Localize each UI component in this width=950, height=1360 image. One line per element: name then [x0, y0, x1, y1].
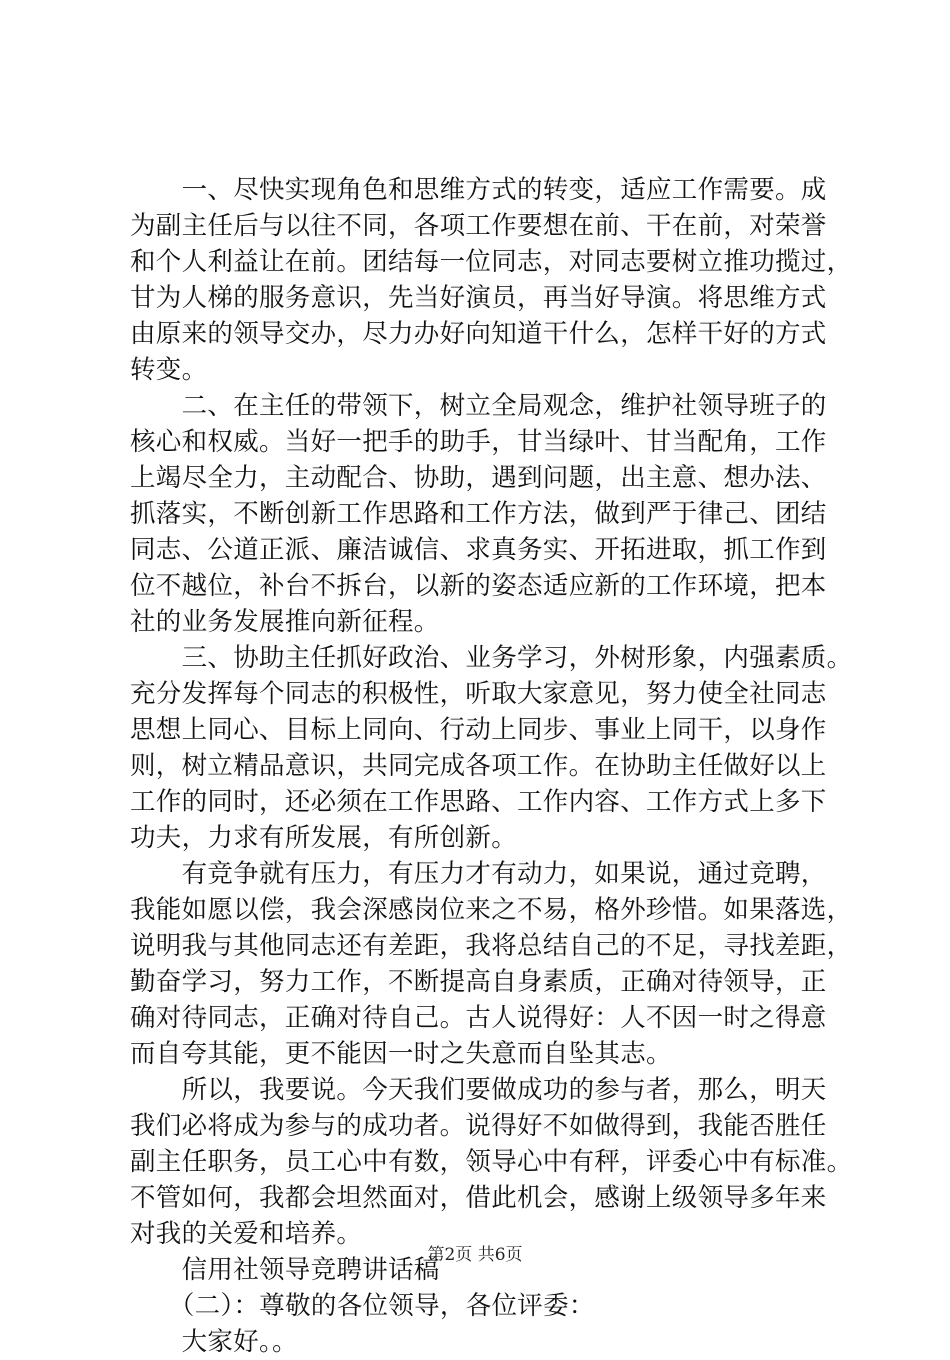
text-line: 二、在主任的带领下，树立全局观念，维护社领导班子的	[130, 391, 827, 421]
text-line: 副主任职务，员工心中有数，领导心中有秤，评委心中有标准。	[130, 1147, 853, 1177]
text-line: 有竞争就有压力，有压力才有动力，如果说，通过竞聘，	[130, 859, 827, 889]
text-line: 信用社领导竞聘讲话稿	[130, 1255, 440, 1285]
text-line: 社的业务发展推向新征程。	[130, 607, 440, 637]
text-line: 确对待同志，正确对待自己。古人说得好：人不因一时之得意	[130, 1003, 827, 1033]
text-line: 说明我与其他同志还有差距，我将总结自己的不足，寻找差距，	[130, 931, 853, 961]
text-line: 同志、公道正派、廉洁诚信、求真务实、开拓进取，抓工作到	[130, 535, 827, 565]
text-line: 不管如何，我都会坦然面对，借此机会，感谢上级领导多年来	[130, 1183, 827, 1213]
page-number-footer: 第2页 共6页	[427, 1245, 523, 1265]
text-line: 则，树立精品意识，共同完成各项工作。在协助主任做好以上	[130, 751, 827, 781]
text-line: 上竭尽全力，主动配合、协助，遇到问题，出主意、想办法、	[130, 463, 827, 493]
text-line: 位不越位，补台不拆台，以新的姿态适应新的工作环境，把本	[130, 571, 827, 601]
text-line: 为副主任后与以往不同，各项工作要想在前、干在前，对荣誉	[130, 211, 827, 241]
text-line: 勤奋学习，努力工作，不断提高自身素质，正确对待领导，正	[130, 967, 827, 997]
text-line: 大家好。。	[130, 1327, 298, 1357]
text-line: 充分发挥每个同志的积极性，听取大家意见，努力使全社同志	[130, 679, 827, 709]
text-line: 三、协助主任抓好政治、业务学习，外树形象，内强素质。	[130, 643, 853, 673]
text-line: 我能如愿以偿，我会深感岗位来之不易，格外珍惜。如果落选，	[130, 895, 853, 925]
text-line: 功夫，力求有所发展，有所创新。	[130, 823, 518, 853]
text-line: 甘为人梯的服务意识，先当好演员，再当好导演。将思维方式	[130, 283, 827, 313]
text-line: 和个人利益让在前。团结每一位同志，对同志要树立推功揽过，	[130, 247, 853, 277]
body-text	[130, 172, 853, 1360]
text-line: 由原来的领导交办，尽力办好向知道干什么，怎样干好的方式	[130, 319, 827, 349]
text-line: 转变。	[130, 355, 208, 385]
text-line: 对我的关爱和培养。	[130, 1219, 363, 1249]
text-line: 工作的同时，还必须在工作思路、工作内容、工作方式上多下	[130, 787, 827, 817]
text-line: 所以，我要说。今天我们要做成功的参与者，那么，明天	[130, 1075, 827, 1105]
text-line: 思想上同心、目标上同向、行动上同步、事业上同干，以身作	[130, 715, 827, 745]
text-line: 而自夸其能，更不能因一时之失意而自坠其志。	[130, 1039, 672, 1069]
text-line: 核心和权威。当好一把手的助手，甘当绿叶、甘当配角，工作	[130, 427, 827, 457]
text-line: 一、尽快实现角色和思维方式的转变，适应工作需要。成	[130, 175, 827, 205]
text-line: 我们必将成为参与的成功者。说得好不如做得到，我能否胜任	[130, 1111, 827, 1141]
text-line: 抓落实，不断创新工作思路和工作方法，做到严于律己、团结	[130, 499, 827, 529]
text-line: （二）：尊敬的各位领导，各位评委：	[130, 1291, 595, 1321]
